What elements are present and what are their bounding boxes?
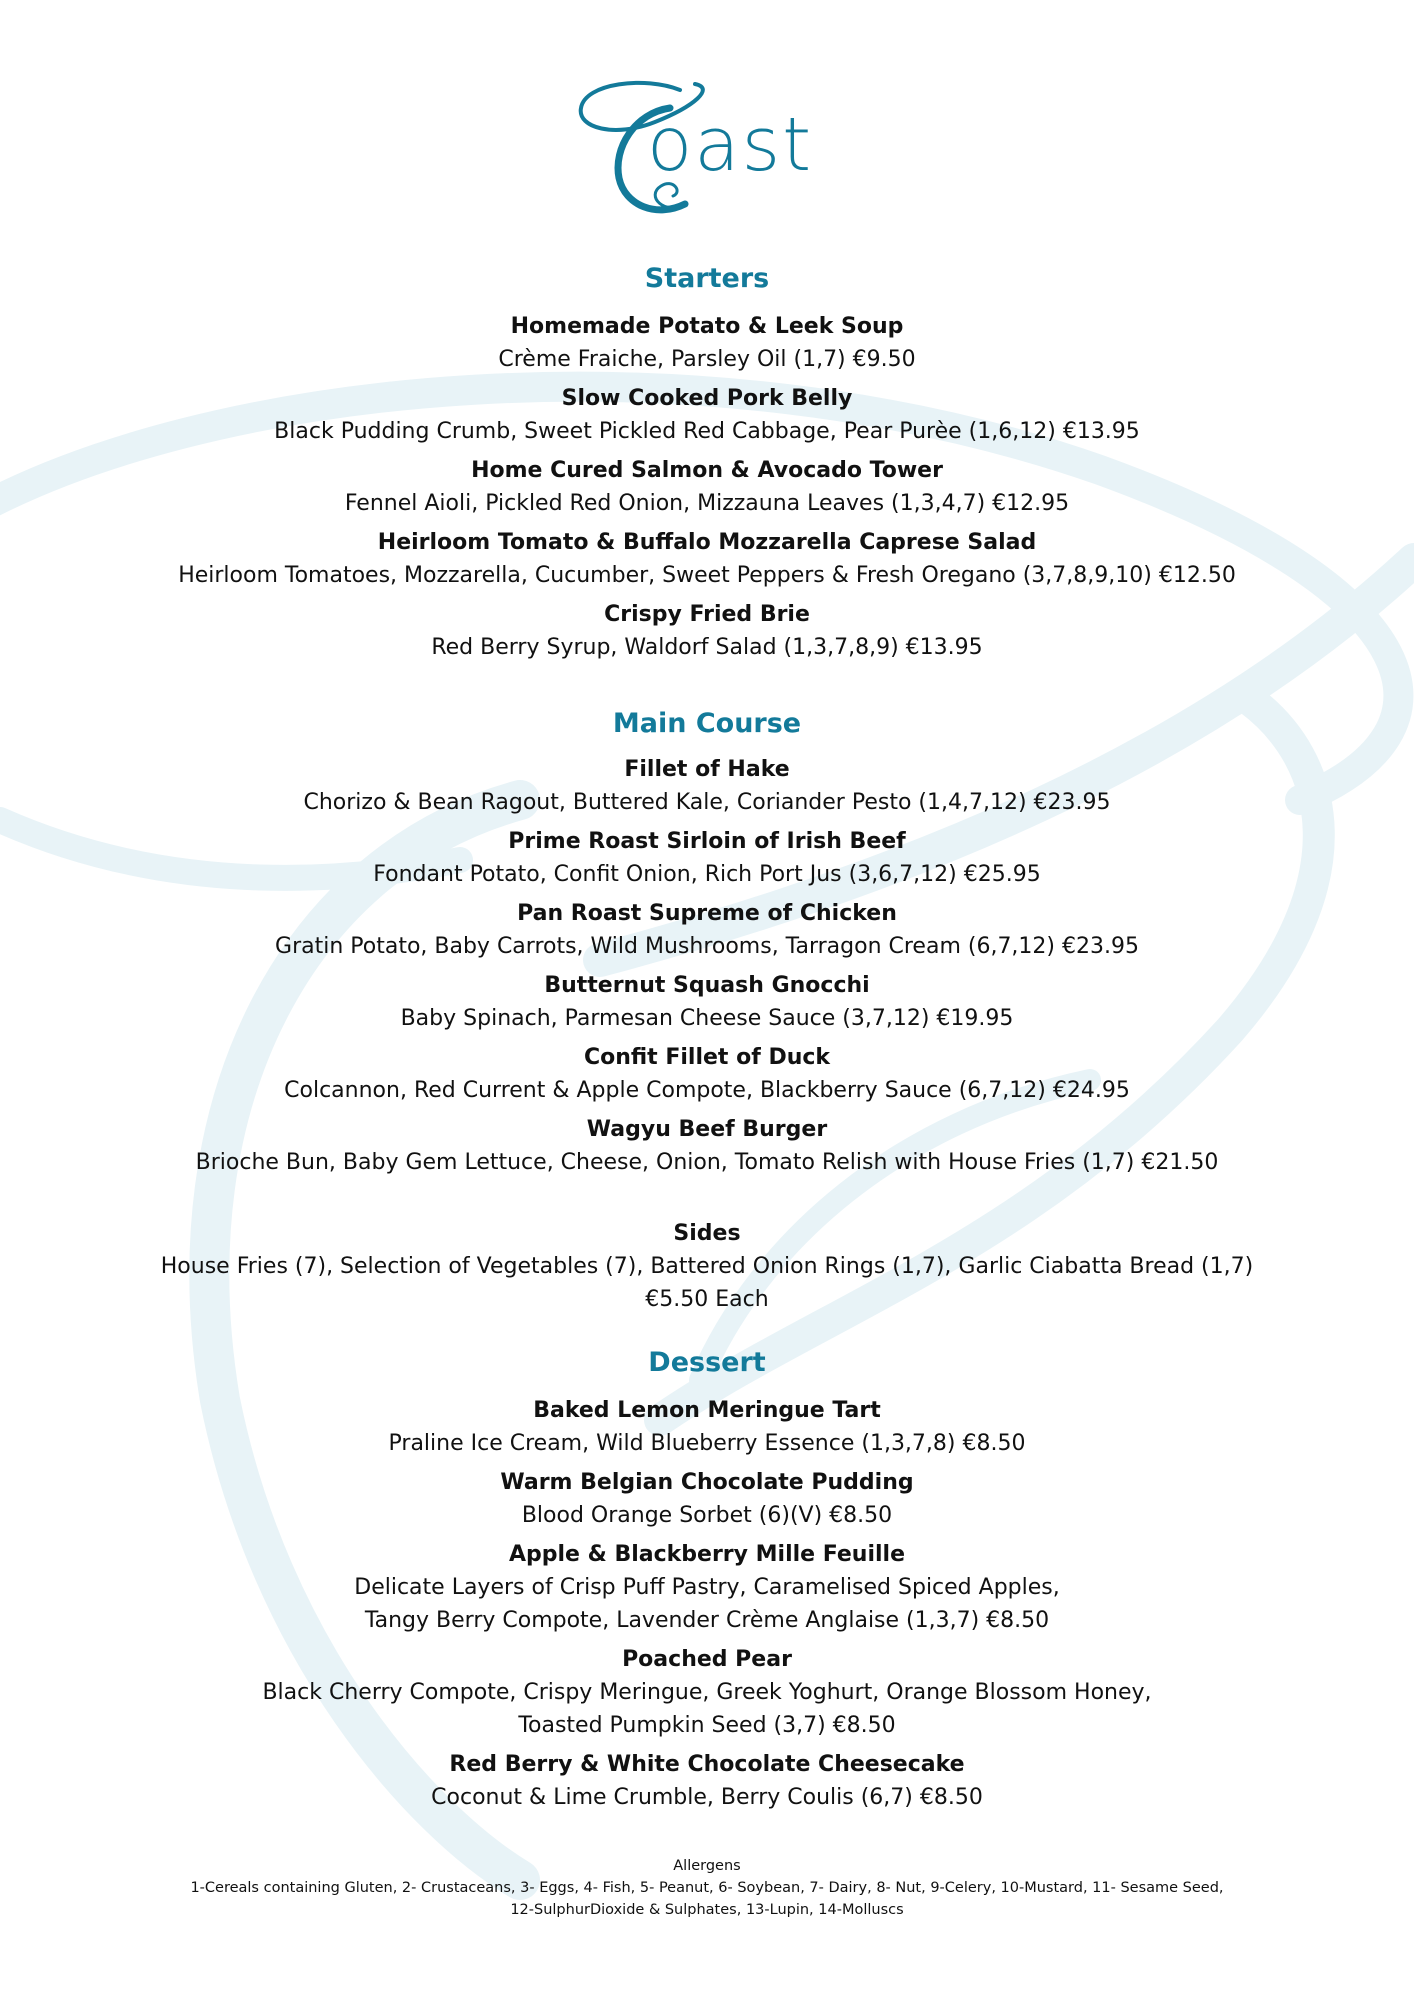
item-name: Butternut Squash Gnocchi <box>544 973 870 998</box>
item-name: Heirloom Tomato & Buffalo Mozzarella Caprese Salad <box>377 530 1037 555</box>
menu-item <box>0 826 1414 891</box>
menu-item <box>0 311 1414 376</box>
allergens-title: Allergens <box>673 1858 741 1874</box>
item-name: Apple & Blackberry Mille Feuille <box>508 1542 906 1567</box>
item-description: Fondant Potato, Confit Onion, Rich Port Jus (3,6,7,12) €25.95 <box>373 862 1041 887</box>
item-name: Pan Roast Supreme of Chicken <box>517 901 897 926</box>
menu-item <box>0 383 1414 448</box>
item-description: Heirloom Tomatoes, Mozzarella, Cucumber, Sweet Peppers & Fresh Oregano (3,7,8,9,10) €12.50 <box>178 563 1236 588</box>
item-description: Gratin Potato, Baby Carrots, Wild Mushrooms, Tarragon Cream (6,7,12) €23.95 <box>275 934 1139 959</box>
item-description: Praline Ice Cream, Wild Blueberry Essence (1,3,7,8) €8.50 <box>388 1431 1026 1456</box>
logo-wordmark: oast <box>647 102 814 188</box>
menu-item <box>0 898 1414 963</box>
item-name: Fillet of Hake <box>624 757 790 782</box>
item-name: Crispy Fried Brie <box>604 602 810 627</box>
menu-item <box>0 1644 1414 1742</box>
item-description: Colcannon, Red Current & Apple Compote, Blackberry Sauce (6,7,12) €24.95 <box>284 1078 1130 1103</box>
starters-title: Starters <box>644 263 770 294</box>
menu-item <box>0 527 1414 592</box>
main-course-title: Main Course <box>612 708 802 739</box>
item-description: Blood Orange Sorbet (6)(V) €8.50 <box>521 1503 893 1528</box>
item-name: Baked Lemon Meringue Tart <box>533 1398 881 1423</box>
item-name: Poached Pear <box>622 1647 792 1672</box>
item-name: Homemade Potato & Leek Soup <box>510 314 904 339</box>
allergens-line: 1-Cereals containing Gluten, 2- Crustaceans, 3- Eggs, 4- Fish, 5- Peanut, 6- Soybean, 7- Dairy, 8- Nut, 9-Celery, 10-Mustard, 11- Sesame Seed, <box>190 1880 1224 1896</box>
item-description: Fennel Aioli, Pickled Red Onion, Mizzauna Leaves (1,3,4,7) €12.95 <box>344 491 1070 516</box>
item-description: Red Berry Syrup, Waldorf Salad (1,3,7,8,9) €13.95 <box>431 635 983 660</box>
item-description: Tangy Berry Compote, Lavender Crème Anglaise (1,3,7) €8.50 <box>364 1608 1050 1633</box>
sides-section <box>0 1218 1414 1316</box>
item-name: Home Cured Salmon & Avocado Tower <box>471 458 943 483</box>
sides-price: €5.50 Each <box>645 1287 769 1312</box>
dessert-section <box>0 1346 1414 1814</box>
allergens-footer <box>0 1855 1414 1921</box>
item-description: Toasted Pumpkin Seed (3,7) €8.50 <box>518 1713 896 1738</box>
menu-item <box>0 1395 1414 1460</box>
allergens-line: 12-SulphurDioxide & Sulphates, 13-Lupin, 14-Molluscs <box>510 1902 904 1918</box>
sides-title: Sides <box>673 1221 741 1246</box>
item-name: Prime Roast Sirloin of Irish Beef <box>508 829 906 854</box>
item-description: Crème Fraiche, Parsley Oil (1,7) €9.50 <box>498 347 916 372</box>
menu-item <box>0 1042 1414 1107</box>
starters-section <box>0 262 1414 664</box>
menu-item <box>0 1539 1414 1637</box>
item-name: Warm Belgian Chocolate Pudding <box>500 1470 914 1495</box>
item-description: Coconut & Lime Crumble, Berry Coulis (6,7) €8.50 <box>431 1785 983 1810</box>
menu-item <box>0 599 1414 664</box>
menu-item <box>0 1749 1414 1814</box>
item-description: Black Cherry Compote, Crispy Meringue, Greek Yoghurt, Orange Blossom Honey, <box>262 1680 1152 1705</box>
brand-logo <box>575 78 845 228</box>
menu-item <box>0 1114 1414 1179</box>
item-description: Delicate Layers of Crisp Puff Pastry, Caramelised Spiced Apples, <box>354 1575 1060 1600</box>
item-description: Chorizo & Bean Ragout, Buttered Kale, Coriander Pesto (1,4,7,12) €23.95 <box>303 790 1111 815</box>
menu-item <box>0 970 1414 1035</box>
menu-item <box>0 1467 1414 1532</box>
item-name: Slow Cooked Pork Belly <box>561 386 853 411</box>
item-name: Confit Fillet of Duck <box>583 1045 831 1070</box>
item-description: Baby Spinach, Parmesan Cheese Sauce (3,7,12) €19.95 <box>400 1006 1014 1031</box>
item-name: Red Berry & White Chocolate Cheesecake <box>449 1752 965 1777</box>
item-description: Black Pudding Crumb, Sweet Pickled Red Cabbage, Pear Purèe (1,6,12) €13.95 <box>274 419 1140 444</box>
menu-item <box>0 754 1414 819</box>
sides-description: House Fries (7), Selection of Vegetables (7), Battered Onion Rings (1,7), Garlic Ciabatta Bread (1,7) <box>160 1254 1254 1279</box>
item-description: Brioche Bun, Baby Gem Lettuce, Cheese, Onion, Tomato Relish with House Fries (1,7) €21.50 <box>195 1150 1219 1175</box>
menu-item <box>0 455 1414 520</box>
main-course-section <box>0 707 1414 1179</box>
dessert-title: Dessert <box>648 1347 766 1378</box>
item-name: Wagyu Beef Burger <box>586 1117 828 1142</box>
